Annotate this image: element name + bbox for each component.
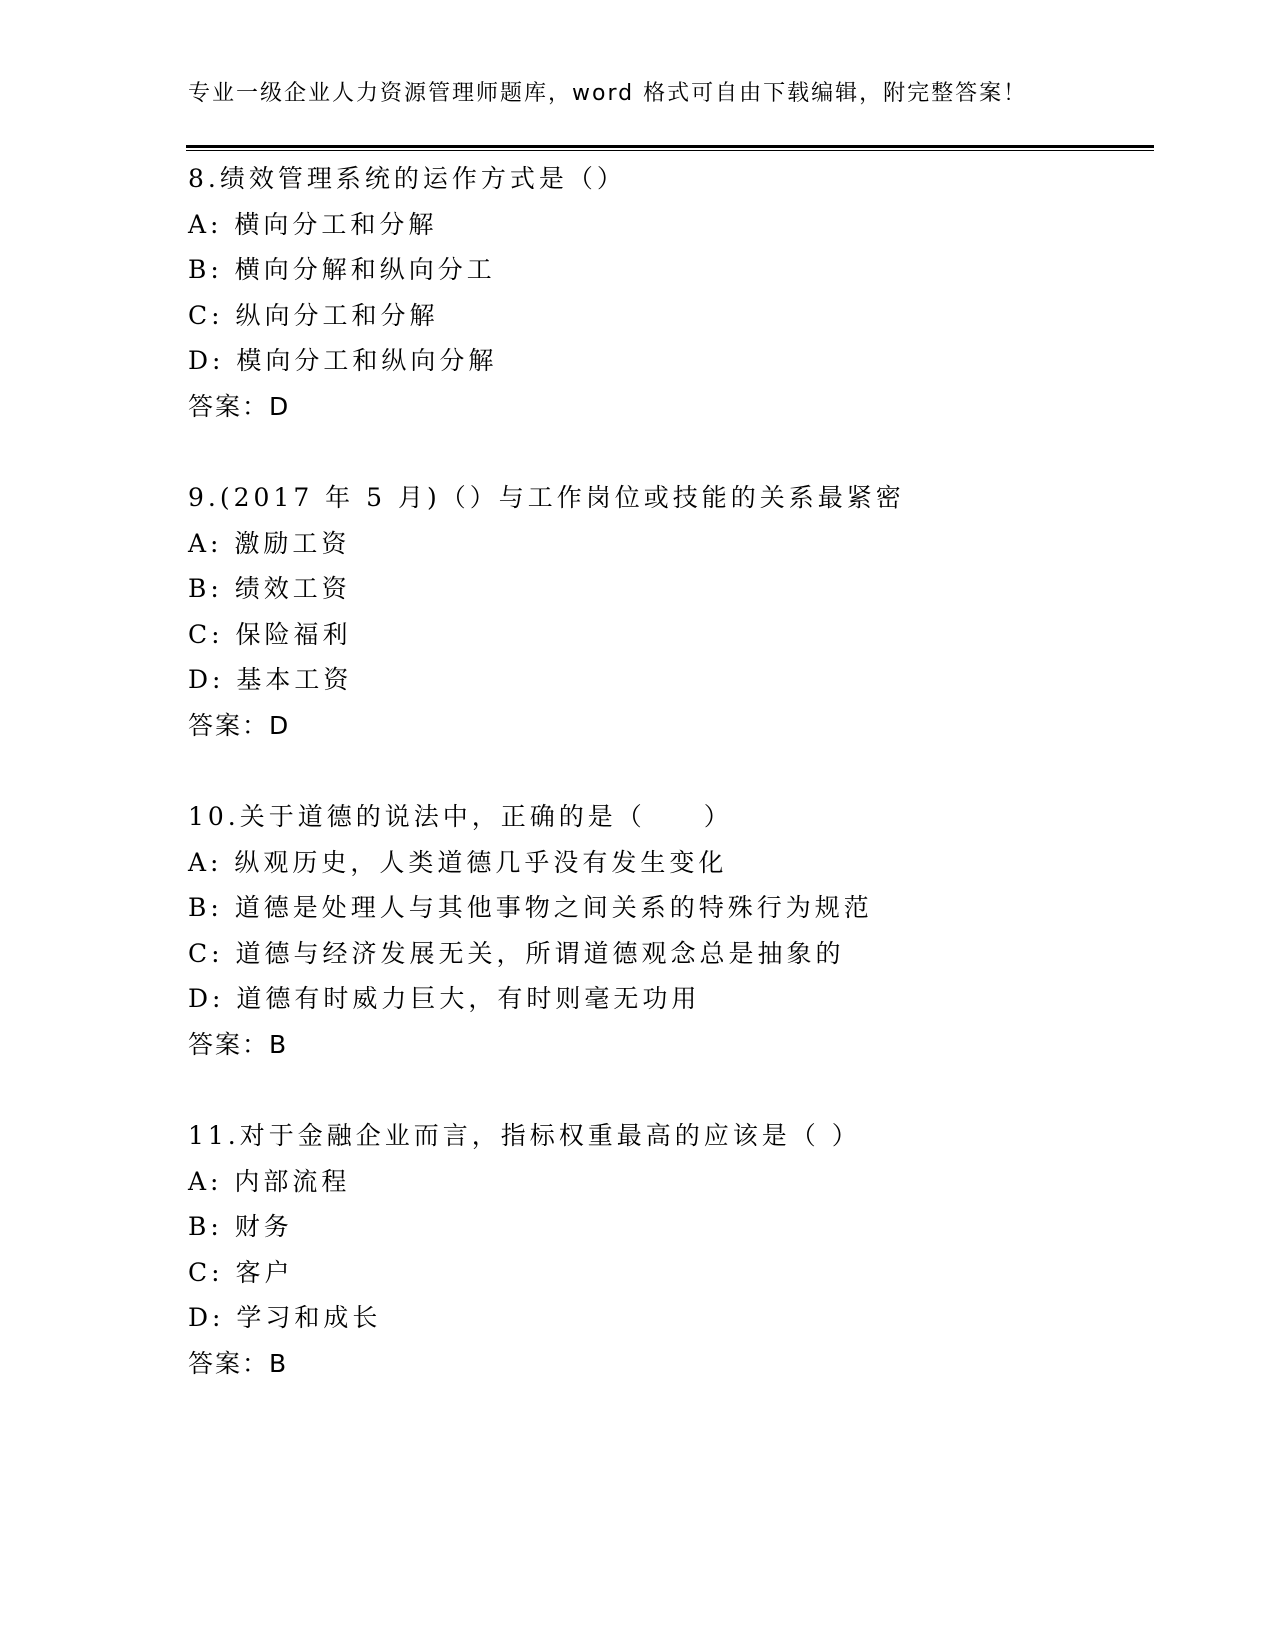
question-stem: 11.对于金融企业而言，指标权重最高的应该是（ ） — [188, 1121, 861, 1150]
option-a: A: 内部流程 — [188, 1166, 351, 1196]
option-b: B: 财务 — [188, 1212, 293, 1241]
answer-line: 答案：B — [188, 1029, 289, 1059]
option-d: D: 基本工资 — [188, 665, 353, 694]
question-9 — [188, 475, 1148, 748]
option-c: C: 道德与经济发展无关，所谓道德观念总是抽象的 — [188, 938, 845, 968]
question-10 — [188, 794, 1148, 1067]
answer-line: 答案：D — [188, 391, 291, 421]
question-stem: 9.(2017 年 5 月)（）与工作岗位或技能的关系最紧密 — [188, 483, 905, 512]
option-c: C: 纵向分工和分解 — [188, 300, 439, 330]
header-rule-thick — [186, 145, 1154, 148]
answer-line: 答案：B — [188, 1348, 289, 1378]
option-c: C: 保险福利 — [188, 619, 352, 649]
option-b: B: 绩效工资 — [188, 574, 351, 603]
page-header: 专业一级企业人力资源管理师题库，word 格式可自由下载编辑，附完整答案！ — [188, 81, 1028, 106]
question-stem: 10.关于道德的说法中，正确的是（ ） — [188, 802, 733, 831]
option-c: C: 客户 — [188, 1257, 294, 1287]
option-b: B: 横向分解和纵向分工 — [188, 255, 496, 284]
question-11 — [188, 1113, 1148, 1386]
option-a: A: 激励工资 — [188, 528, 351, 558]
option-d: D: 学习和成长 — [188, 1303, 382, 1332]
answer-line: 答案：D — [188, 710, 291, 740]
option-a: A: 横向分工和分解 — [188, 209, 438, 239]
header-rule-thin — [186, 150, 1154, 151]
question-stem: 8.绩效管理系统的运作方式是（） — [188, 164, 626, 193]
option-d: D: 道德有时威力巨大，有时则毫无功用 — [188, 984, 701, 1013]
option-d: D: 模向分工和纵向分解 — [188, 346, 498, 375]
option-b: B: 道德是处理人与其他事物之间关系的特殊行为规范 — [188, 893, 873, 922]
option-a: A: 纵观历史，人类道德几乎没有发生变化 — [188, 847, 728, 877]
question-8 — [188, 156, 1148, 429]
